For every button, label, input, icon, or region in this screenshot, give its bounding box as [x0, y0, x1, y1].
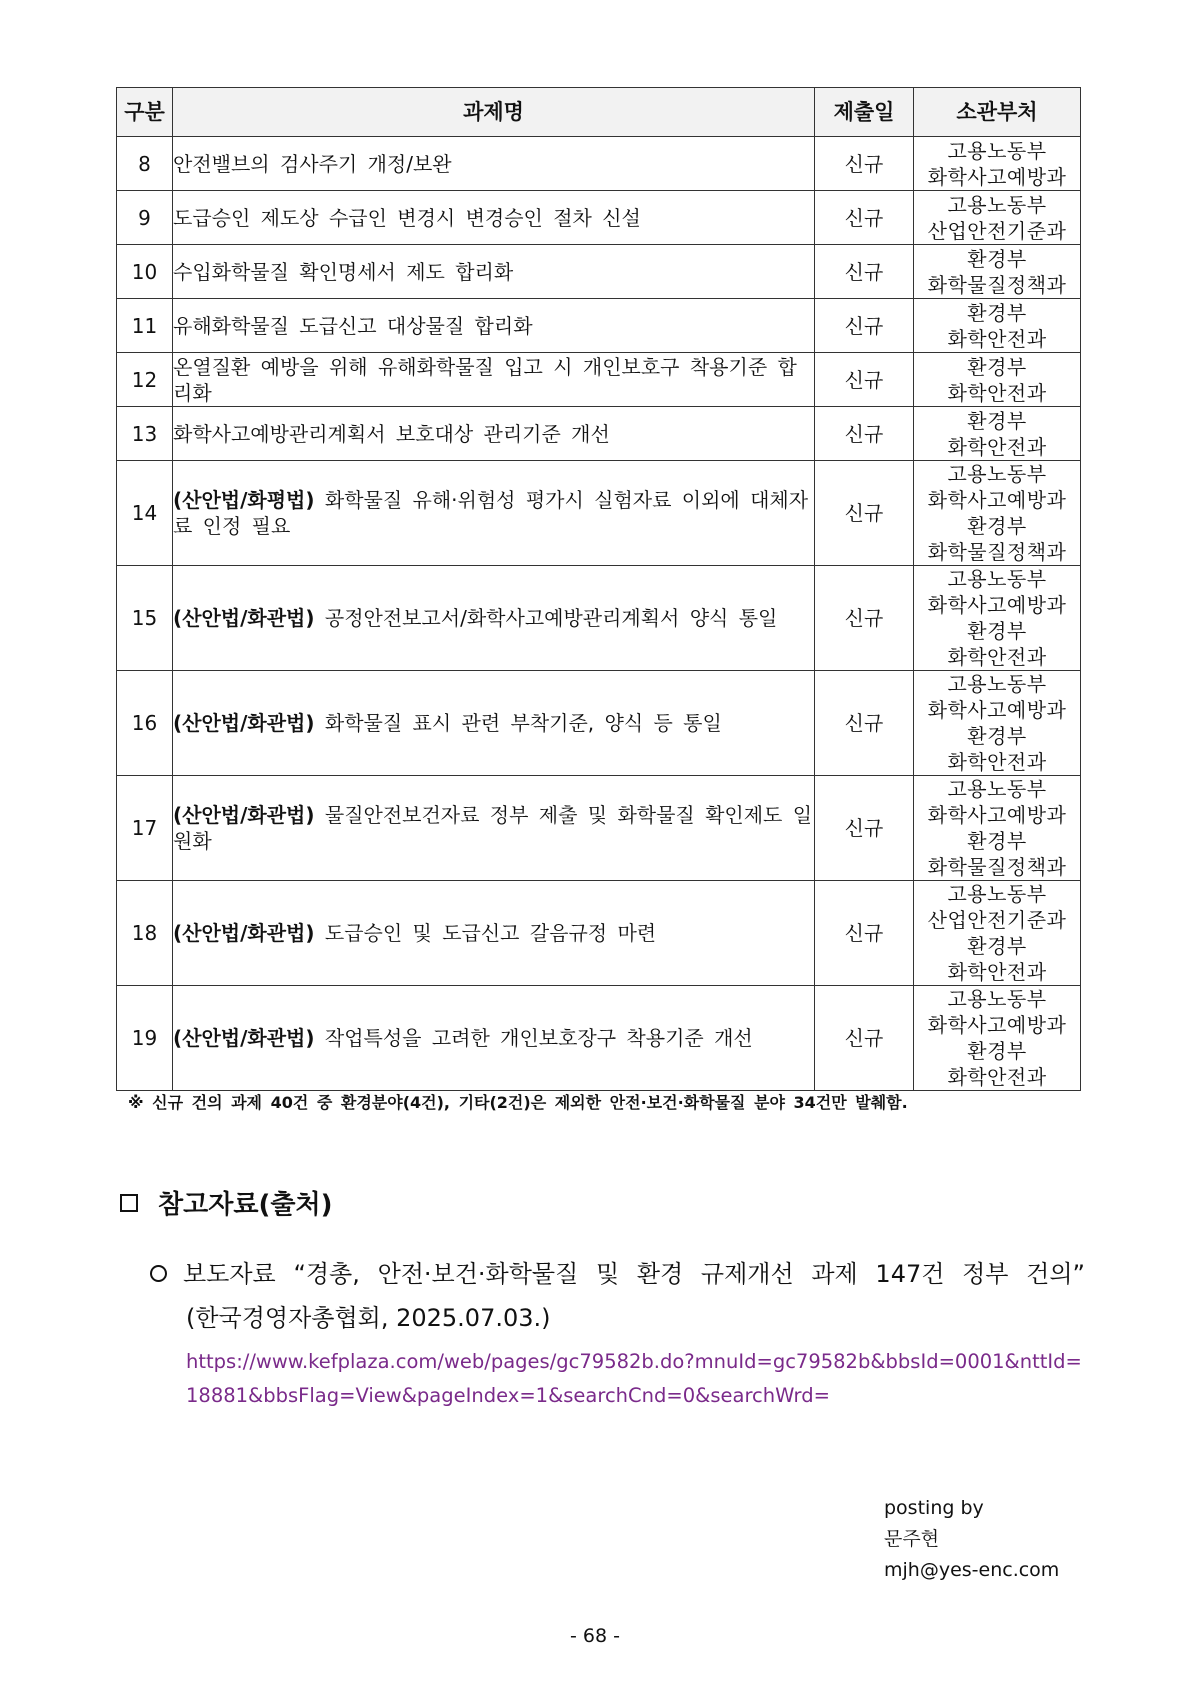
header-category: 구분 — [117, 88, 173, 137]
row-submission: 신규 — [815, 299, 914, 353]
row-department — [914, 566, 1081, 671]
department-line: 화학사고예방과 — [927, 698, 1067, 722]
row-submission: 신규 — [815, 566, 914, 671]
references-heading-text: 참고자료(출처) — [158, 1190, 333, 1220]
reference-source: (한국경영자총협회, 2025.07.03.) — [186, 1304, 551, 1332]
department-line: 산업안전기준과 — [927, 908, 1067, 932]
row-submission: 신규 — [815, 245, 914, 299]
reference-title-word: 및 — [595, 1260, 620, 1288]
posting-label: posting by — [884, 1497, 984, 1519]
row-number: 11 — [117, 299, 173, 353]
row-law-prefix: (산안법/화관법) — [173, 1026, 315, 1050]
table-row — [117, 407, 1081, 461]
row-task-name — [173, 353, 815, 407]
row-submission: 신규 — [815, 353, 914, 407]
row-task-name — [173, 245, 815, 299]
row-task-title: 도급승인 제도상 수급인 변경시 변경승인 절차 신설 — [173, 205, 641, 230]
row-task-title: 안전밸브의 검사주기 개정/보완 — [173, 151, 452, 176]
row-department — [914, 881, 1081, 986]
row-law-prefix: (산안법/화평법) — [173, 488, 315, 512]
row-law-prefix: (산안법/화관법) — [173, 606, 315, 630]
table-row — [117, 881, 1081, 986]
department-line: 고용노동부 — [947, 672, 1047, 696]
row-task-name — [173, 137, 815, 191]
reference-title-word: 보도자료 — [183, 1260, 276, 1288]
table-row — [117, 245, 1081, 299]
department-line: 화학사고예방과 — [927, 488, 1067, 512]
row-task-title: 도급승인 및 도급신고 갈음규정 마련 — [324, 921, 657, 945]
table-row — [117, 461, 1081, 566]
department-line: 화학안전과 — [947, 1065, 1047, 1089]
row-law-prefix: (산안법/화관법) — [173, 711, 315, 735]
reference-title-word: 규제개선 — [700, 1260, 794, 1288]
row-task-title: 작업특성을 고려한 개인보호장구 착용기준 개선 — [324, 1026, 753, 1050]
department-line: 고용노동부 — [947, 138, 1047, 163]
row-number: 15 — [117, 566, 173, 671]
department-line: 환경부 — [967, 514, 1027, 538]
circle-bullet-icon — [150, 1265, 167, 1282]
row-task-title: 화학물질 유해·위험성 평가시 실험자료 이외에 대체자료 인정 필요 — [173, 488, 809, 538]
reference-title-word: “경총, — [293, 1260, 360, 1288]
row-number: 12 — [117, 353, 173, 407]
reference-title-line — [150, 1252, 1085, 1296]
row-task-title: 수입화학물질 확인명세서 제도 합리화 — [173, 259, 514, 284]
row-department — [914, 986, 1081, 1091]
department-line: 고용노동부 — [947, 882, 1047, 906]
department-line: 화학물질정책과 — [927, 272, 1067, 297]
department-line: 화학물질정책과 — [927, 540, 1067, 564]
row-law-prefix: (산안법/화관법) — [173, 803, 315, 827]
department-line: 화학안전과 — [947, 434, 1047, 459]
department-line: 환경부 — [967, 246, 1027, 271]
row-task-name — [173, 986, 815, 1091]
row-task-name — [173, 461, 815, 566]
row-number: 16 — [117, 671, 173, 776]
department-line: 화학사고예방과 — [927, 803, 1067, 827]
row-department — [914, 407, 1081, 461]
department-line: 환경부 — [967, 934, 1027, 958]
row-task-name — [173, 407, 815, 461]
row-department — [914, 299, 1081, 353]
table-row — [117, 191, 1081, 245]
reference-title-word: 147건 — [875, 1260, 945, 1288]
table-row — [117, 986, 1081, 1091]
reference-title-word: 정부 — [962, 1260, 1009, 1288]
reference-title-word: 건의” — [1026, 1260, 1085, 1288]
header-submission: 제출일 — [815, 88, 914, 137]
row-submission: 신규 — [815, 191, 914, 245]
row-submission: 신규 — [815, 986, 914, 1091]
row-task-name — [173, 881, 815, 986]
department-line: 산업안전기준과 — [927, 218, 1067, 243]
row-number: 13 — [117, 407, 173, 461]
reference-link[interactable]: https://www.kefplaza.com/web/pages/gc79582b.do?mnuId=gc79582b&bbsId=0001&nttId=18881&bbsFlag=View&pageIndex=1&searchCnd=0&searchWrd= — [186, 1350, 1082, 1407]
department-line: 고용노동부 — [947, 777, 1047, 801]
department-line: 환경부 — [967, 619, 1027, 643]
table-row — [117, 353, 1081, 407]
department-line: 고용노동부 — [947, 987, 1047, 1011]
page-number: - 68 - — [570, 1625, 620, 1647]
table-row — [117, 671, 1081, 776]
row-task-name — [173, 566, 815, 671]
table-row — [117, 776, 1081, 881]
department-line: 화학사고예방과 — [927, 1013, 1067, 1037]
row-department — [914, 461, 1081, 566]
task-table-body — [117, 137, 1081, 1091]
row-task-title: 화학물질 표시 관련 부착기준, 양식 등 통일 — [324, 711, 722, 735]
row-number: 19 — [117, 986, 173, 1091]
header-task-name: 과제명 — [173, 88, 815, 137]
row-submission: 신규 — [815, 137, 914, 191]
table-row — [117, 299, 1081, 353]
row-number: 14 — [117, 461, 173, 566]
department-line: 화학사고예방과 — [927, 593, 1067, 617]
row-department — [914, 671, 1081, 776]
row-task-title: 유해화학물질 도급신고 대상물질 합리화 — [173, 313, 533, 338]
row-task-name — [173, 299, 815, 353]
row-submission: 신규 — [815, 881, 914, 986]
row-task-title: 온열질환 예방을 위해 유해화학물질 입고 시 개인보호구 착용기준 합리화 — [173, 354, 797, 405]
row-number: 10 — [117, 245, 173, 299]
row-task-title: 화학사고예방관리계획서 보호대상 관리기준 개선 — [173, 421, 610, 446]
row-law-prefix: (산안법/화관법) — [173, 921, 315, 945]
row-task-name — [173, 671, 815, 776]
posting-info — [884, 1493, 1059, 1586]
row-submission: 신규 — [815, 461, 914, 566]
row-department — [914, 137, 1081, 191]
department-line: 환경부 — [967, 300, 1027, 325]
table-note: ※ 신규 건의 과제 40건 중 환경분야(4건), 기타(2건)은 제외한 안전·보건·화학물질 분야 34건만 발췌함. — [128, 1093, 908, 1112]
reference-item — [150, 1252, 1085, 1340]
row-number: 9 — [117, 191, 173, 245]
table-row — [117, 137, 1081, 191]
reference-title-word: 환경 — [636, 1260, 684, 1288]
department-line: 환경부 — [967, 829, 1027, 853]
reference-title-start — [150, 1252, 276, 1296]
department-line: 환경부 — [967, 408, 1027, 433]
department-line: 고용노동부 — [947, 192, 1047, 217]
row-task-title: 공정안전보고서/화학사고예방관리계획서 양식 통일 — [324, 606, 778, 630]
row-department — [914, 245, 1081, 299]
posting-email: mjh@yes-enc.com — [884, 1559, 1060, 1581]
table-row — [117, 566, 1081, 671]
posting-author: 문주현 — [884, 1528, 940, 1550]
row-submission: 신규 — [815, 671, 914, 776]
department-line: 화학안전과 — [947, 326, 1047, 351]
task-table — [116, 87, 1081, 1091]
department-line: 화학안전과 — [947, 380, 1047, 405]
row-number: 17 — [117, 776, 173, 881]
department-line: 화학안전과 — [947, 750, 1047, 774]
table-header-row — [117, 88, 1081, 137]
row-number: 18 — [117, 881, 173, 986]
department-line: 화학사고예방과 — [927, 164, 1067, 189]
header-department: 소관부처 — [914, 88, 1081, 137]
row-submission: 신규 — [815, 776, 914, 881]
reference-title-word: 안전·보건·화학물질 — [377, 1260, 579, 1288]
department-line: 화학안전과 — [947, 645, 1047, 669]
department-line: 화학안전과 — [947, 960, 1047, 984]
row-task-name — [173, 191, 815, 245]
department-line: 환경부 — [967, 1039, 1027, 1063]
department-line: 화학물질정책과 — [927, 855, 1067, 879]
department-line: 환경부 — [967, 354, 1027, 379]
row-number: 8 — [117, 137, 173, 191]
checkbox-bullet-icon — [120, 1194, 138, 1212]
row-task-title: 물질안전보건자료 정부 제출 및 화학물질 확인제도 일원화 — [173, 803, 813, 853]
references-heading — [120, 1184, 332, 1221]
row-department — [914, 776, 1081, 881]
reference-title-word: 과제 — [811, 1260, 858, 1288]
department-line: 고용노동부 — [947, 462, 1047, 486]
department-line: 고용노동부 — [947, 567, 1047, 591]
row-task-name — [173, 776, 815, 881]
row-submission: 신규 — [815, 407, 914, 461]
row-department — [914, 191, 1081, 245]
row-department — [914, 353, 1081, 407]
department-line: 환경부 — [967, 724, 1027, 748]
